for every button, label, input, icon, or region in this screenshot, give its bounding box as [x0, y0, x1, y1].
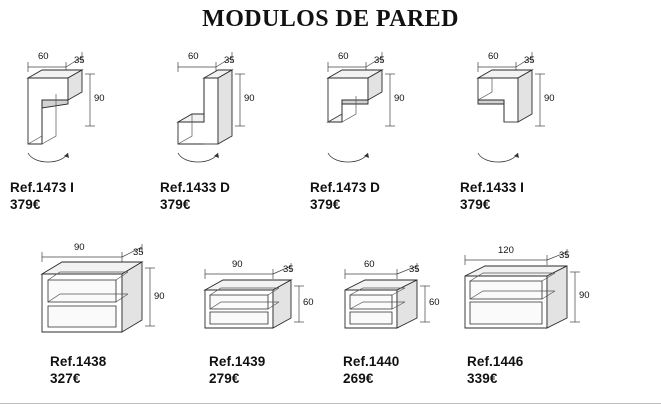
product-figure: [160, 48, 270, 158]
product-item-1473-i[interactable]: [10, 48, 120, 212]
product-caption: [467, 354, 523, 388]
product-item-1439[interactable]: [195, 259, 315, 386]
product-ref: Ref.1439: [209, 354, 266, 369]
dim-width: 60: [38, 51, 49, 62]
dim-height: 60: [429, 297, 440, 308]
product-price: 269€: [343, 370, 374, 386]
dim-width: 120: [498, 245, 514, 256]
product-caption: [343, 354, 399, 388]
dim-depth: 35: [133, 247, 144, 258]
product-ref: Ref.1433 I: [460, 180, 525, 195]
dim-height: 90: [154, 291, 165, 302]
product-item-1440[interactable]: [335, 259, 445, 386]
dim-depth: 35: [409, 264, 420, 275]
product-caption: [460, 180, 524, 214]
dim-depth: 35: [559, 250, 570, 261]
product-ref: Ref.1446: [467, 354, 524, 369]
dim-depth: 35: [224, 55, 235, 66]
product-price: 379€: [310, 196, 341, 212]
product-ref: Ref.1433 D: [160, 180, 231, 195]
dim-height: 90: [544, 93, 555, 104]
dim-depth: 35: [374, 55, 385, 66]
dim-width: 90: [74, 242, 85, 253]
product-item-1433-i[interactable]: [460, 48, 570, 212]
dim-width: 60: [338, 51, 349, 62]
product-caption: [50, 354, 106, 388]
product-caption: [160, 180, 230, 214]
product-ref: Ref.1440: [343, 354, 400, 369]
dim-height: 90: [94, 93, 105, 104]
module-drawing-box-tall: [30, 244, 160, 344]
product-price: 379€: [460, 196, 491, 212]
footer-divider: [0, 403, 661, 404]
dim-depth: 35: [283, 264, 294, 275]
product-item-1446[interactable]: [455, 245, 595, 386]
dim-width: 90: [232, 259, 243, 270]
product-figure: [335, 259, 445, 344]
product-ref: Ref.1473 D: [310, 180, 381, 195]
product-price: 339€: [467, 370, 498, 386]
dim-width: 60: [188, 51, 199, 62]
dim-depth: 35: [524, 55, 535, 66]
dim-height: 90: [244, 93, 255, 104]
page-title: MODULOS DE PARED: [202, 6, 459, 32]
module-drawing-box-1439: [195, 264, 315, 344]
product-price: 379€: [160, 196, 191, 212]
product-figure: [195, 259, 315, 344]
product-item-1433-d[interactable]: [160, 48, 270, 212]
product-caption: [310, 180, 380, 214]
dim-height: 60: [303, 297, 314, 308]
product-item-1473-d[interactable]: [310, 48, 420, 212]
product-figure: [455, 245, 595, 345]
product-ref: Ref.1438: [50, 354, 107, 369]
dim-width: 60: [364, 259, 375, 270]
product-figure: [10, 48, 120, 158]
product-ref: Ref.1473 I: [10, 180, 75, 195]
product-price: 279€: [209, 370, 240, 386]
product-caption: [209, 354, 265, 388]
product-price: 327€: [50, 370, 81, 386]
module-drawing-box-1446: [455, 250, 595, 345]
product-caption: [10, 180, 74, 214]
dim-height: 90: [394, 93, 405, 104]
product-item-1438[interactable]: [30, 242, 165, 386]
product-figure: [30, 242, 165, 344]
product-figure: [460, 48, 570, 158]
dim-depth: 35: [74, 55, 85, 66]
dim-height: 90: [579, 290, 590, 301]
product-figure: [310, 48, 420, 158]
product-price: 379€: [10, 196, 41, 212]
dim-width: 60: [488, 51, 499, 62]
